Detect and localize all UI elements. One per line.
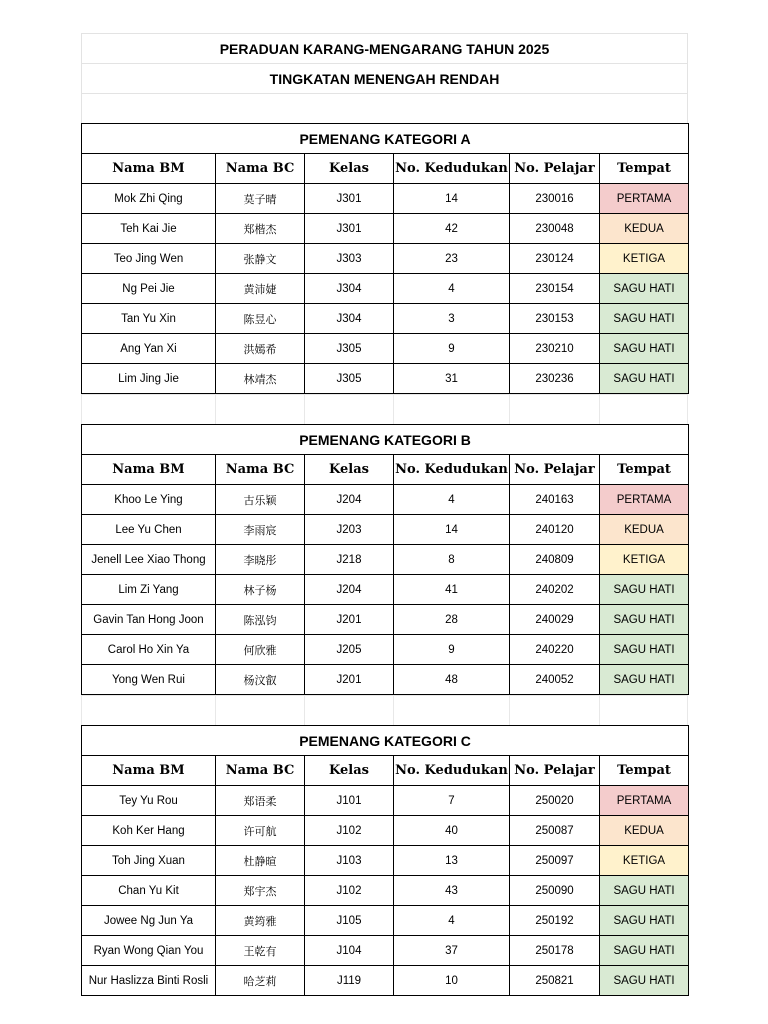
table-row	[82, 364, 689, 394]
column-header: Nama BM	[82, 455, 216, 485]
column-header: No. Kedudukan	[394, 154, 510, 184]
name-bm-cell: Jenell Lee Xiao Thong	[82, 545, 216, 575]
name-bc-cell: 黄筠雅	[216, 906, 305, 936]
name-bc-cell: 王乾有	[216, 936, 305, 966]
category-tables	[81, 123, 688, 996]
table-row	[82, 575, 689, 605]
rank-cell: 14	[394, 515, 510, 545]
table-row	[82, 515, 689, 545]
rank-cell: 23	[394, 244, 510, 274]
name-bm-cell: Teh Kai Jie	[82, 214, 216, 244]
table-row	[82, 816, 689, 846]
student-no-cell: 250821	[510, 966, 600, 996]
student-no-cell: 250087	[510, 816, 600, 846]
place-cell: SAGU HATI	[600, 665, 689, 695]
class-cell: J103	[305, 846, 394, 876]
column-header: No. Pelajar	[510, 455, 600, 485]
student-no-cell: 230048	[510, 214, 600, 244]
column-header: Nama BM	[82, 154, 216, 184]
spacer-row	[81, 695, 688, 725]
student-no-cell: 230153	[510, 304, 600, 334]
student-no-cell: 240202	[510, 575, 600, 605]
table-row	[82, 184, 689, 214]
name-bc-cell: 许可航	[216, 816, 305, 846]
student-no-cell: 240163	[510, 485, 600, 515]
rank-cell: 13	[394, 846, 510, 876]
name-bm-cell: Nur Haslizza Binti Rosli	[82, 966, 216, 996]
column-header: Tempat	[600, 154, 689, 184]
rank-cell: 40	[394, 816, 510, 846]
name-bc-cell: 何欣雅	[216, 635, 305, 665]
name-bm-cell: Lim Jing Jie	[82, 364, 216, 394]
rank-cell: 7	[394, 786, 510, 816]
name-bc-cell: 郑宇杰	[216, 876, 305, 906]
place-cell: SAGU HATI	[600, 274, 689, 304]
column-header: No. Pelajar	[510, 756, 600, 786]
rank-cell: 28	[394, 605, 510, 635]
name-bm-cell: Chan Yu Kit	[82, 876, 216, 906]
place-cell: SAGU HATI	[600, 906, 689, 936]
student-no-cell: 250178	[510, 936, 600, 966]
place-cell: KEDUA	[600, 816, 689, 846]
name-bm-cell: Tan Yu Xin	[82, 304, 216, 334]
class-cell: J201	[305, 665, 394, 695]
rank-cell: 42	[394, 214, 510, 244]
table-row	[82, 906, 689, 936]
name-bc-cell: 古乐颖	[216, 485, 305, 515]
name-bc-cell: 林子杨	[216, 575, 305, 605]
name-bc-cell: 莫子晴	[216, 184, 305, 214]
name-bc-cell: 张静文	[216, 244, 305, 274]
rank-cell: 3	[394, 304, 510, 334]
name-bc-cell: 杜静暄	[216, 846, 305, 876]
class-cell: J105	[305, 906, 394, 936]
class-cell: J305	[305, 364, 394, 394]
class-cell: J218	[305, 545, 394, 575]
column-header-row	[82, 455, 689, 485]
spacer-row	[81, 394, 688, 424]
table-row	[82, 274, 689, 304]
blank-row	[81, 93, 688, 123]
class-cell: J101	[305, 786, 394, 816]
results-sheet	[81, 33, 688, 996]
column-header: Nama BC	[216, 455, 305, 485]
name-bc-cell: 杨汶叡	[216, 665, 305, 695]
category-table	[81, 123, 689, 394]
place-cell: SAGU HATI	[600, 635, 689, 665]
rank-cell: 9	[394, 334, 510, 364]
student-no-cell: 240120	[510, 515, 600, 545]
rank-cell: 9	[394, 635, 510, 665]
place-cell: SAGU HATI	[600, 605, 689, 635]
student-no-cell: 240220	[510, 635, 600, 665]
column-header: Kelas	[305, 154, 394, 184]
column-header: Nama BM	[82, 756, 216, 786]
rank-cell: 4	[394, 906, 510, 936]
student-no-cell: 230154	[510, 274, 600, 304]
column-header: Kelas	[305, 756, 394, 786]
student-no-cell: 250090	[510, 876, 600, 906]
name-bm-cell: Gavin Tan Hong Joon	[82, 605, 216, 635]
place-cell: SAGU HATI	[600, 304, 689, 334]
name-bm-cell: Ryan Wong Qian You	[82, 936, 216, 966]
place-cell: KETIGA	[600, 846, 689, 876]
place-cell: KETIGA	[600, 545, 689, 575]
place-cell: SAGU HATI	[600, 966, 689, 996]
name-bm-cell: Teo Jing Wen	[82, 244, 216, 274]
student-no-cell: 240029	[510, 605, 600, 635]
category-title: PEMENANG KATEGORI C	[82, 726, 689, 756]
name-bm-cell: Yong Wen Rui	[82, 665, 216, 695]
table-row	[82, 605, 689, 635]
table-row	[82, 485, 689, 515]
table-row	[82, 334, 689, 364]
class-cell: J303	[305, 244, 394, 274]
rank-cell: 41	[394, 575, 510, 605]
page-subtitle: TINGKATAN MENENGAH RENDAH	[81, 63, 688, 93]
table-row	[82, 665, 689, 695]
rank-cell: 4	[394, 274, 510, 304]
class-cell: J301	[305, 214, 394, 244]
rank-cell: 37	[394, 936, 510, 966]
rank-cell: 48	[394, 665, 510, 695]
table-row	[82, 876, 689, 906]
student-no-cell: 240809	[510, 545, 600, 575]
category-table	[81, 725, 689, 996]
column-header: No. Kedudukan	[394, 756, 510, 786]
class-cell: J104	[305, 936, 394, 966]
name-bc-cell: 黄沛婕	[216, 274, 305, 304]
name-bc-cell: 林靖杰	[216, 364, 305, 394]
student-no-cell: 230016	[510, 184, 600, 214]
class-cell: J102	[305, 876, 394, 906]
table-row	[82, 936, 689, 966]
table-row	[82, 244, 689, 274]
class-cell: J305	[305, 334, 394, 364]
column-header: Tempat	[600, 455, 689, 485]
class-cell: J301	[305, 184, 394, 214]
category-title: PEMENANG KATEGORI A	[82, 124, 689, 154]
class-cell: J304	[305, 304, 394, 334]
name-bm-cell: Koh Ker Hang	[82, 816, 216, 846]
name-bc-cell: 陈昱心	[216, 304, 305, 334]
place-cell: SAGU HATI	[600, 575, 689, 605]
name-bc-cell: 洪嫣希	[216, 334, 305, 364]
name-bm-cell: Lim Zi Yang	[82, 575, 216, 605]
name-bm-cell: Toh Jing Xuan	[82, 846, 216, 876]
name-bc-cell: 郑语柔	[216, 786, 305, 816]
class-cell: J201	[305, 605, 394, 635]
column-header: Kelas	[305, 455, 394, 485]
rank-cell: 8	[394, 545, 510, 575]
category-title: PEMENANG KATEGORI B	[82, 425, 689, 455]
table-row	[82, 214, 689, 244]
class-cell: J102	[305, 816, 394, 846]
name-bc-cell: 李晓彤	[216, 545, 305, 575]
rank-cell: 4	[394, 485, 510, 515]
column-header-row	[82, 154, 689, 184]
category-table	[81, 424, 689, 695]
place-cell: KEDUA	[600, 515, 689, 545]
rank-cell: 14	[394, 184, 510, 214]
column-header: Tempat	[600, 756, 689, 786]
name-bc-cell: 李雨宸	[216, 515, 305, 545]
name-bm-cell: Ang Yan Xi	[82, 334, 216, 364]
name-bm-cell: Lee Yu Chen	[82, 515, 216, 545]
rank-cell: 10	[394, 966, 510, 996]
class-cell: J304	[305, 274, 394, 304]
rank-cell: 43	[394, 876, 510, 906]
page-title: PERADUAN KARANG-MENGARANG TAHUN 2025	[81, 33, 688, 63]
place-cell: SAGU HATI	[600, 334, 689, 364]
student-no-cell: 230210	[510, 334, 600, 364]
place-cell: SAGU HATI	[600, 936, 689, 966]
column-header-row	[82, 756, 689, 786]
table-row	[82, 635, 689, 665]
table-row	[82, 846, 689, 876]
student-no-cell: 250192	[510, 906, 600, 936]
place-cell: PERTAMA	[600, 485, 689, 515]
class-cell: J204	[305, 575, 394, 605]
name-bm-cell: Mok Zhi Qing	[82, 184, 216, 214]
place-cell: KETIGA	[600, 244, 689, 274]
student-no-cell: 230236	[510, 364, 600, 394]
class-cell: J119	[305, 966, 394, 996]
class-cell: J205	[305, 635, 394, 665]
place-cell: SAGU HATI	[600, 364, 689, 394]
place-cell: KEDUA	[600, 214, 689, 244]
class-cell: J203	[305, 515, 394, 545]
student-no-cell: 250097	[510, 846, 600, 876]
table-row	[82, 304, 689, 334]
column-header: Nama BC	[216, 154, 305, 184]
place-cell: SAGU HATI	[600, 876, 689, 906]
name-bc-cell: 郑楷杰	[216, 214, 305, 244]
student-no-cell: 240052	[510, 665, 600, 695]
name-bm-cell: Tey Yu Rou	[82, 786, 216, 816]
name-bc-cell: 哈芝莉	[216, 966, 305, 996]
name-bc-cell: 陈泓钧	[216, 605, 305, 635]
column-header: Nama BC	[216, 756, 305, 786]
name-bm-cell: Ng Pei Jie	[82, 274, 216, 304]
student-no-cell: 230124	[510, 244, 600, 274]
class-cell: J204	[305, 485, 394, 515]
table-row	[82, 966, 689, 996]
name-bm-cell: Carol Ho Xin Ya	[82, 635, 216, 665]
column-header: No. Kedudukan	[394, 455, 510, 485]
table-row	[82, 545, 689, 575]
name-bm-cell: Khoo Le Ying	[82, 485, 216, 515]
student-no-cell: 250020	[510, 786, 600, 816]
rank-cell: 31	[394, 364, 510, 394]
table-row	[82, 786, 689, 816]
column-header: No. Pelajar	[510, 154, 600, 184]
place-cell: PERTAMA	[600, 184, 689, 214]
name-bm-cell: Jowee Ng Jun Ya	[82, 906, 216, 936]
place-cell: PERTAMA	[600, 786, 689, 816]
